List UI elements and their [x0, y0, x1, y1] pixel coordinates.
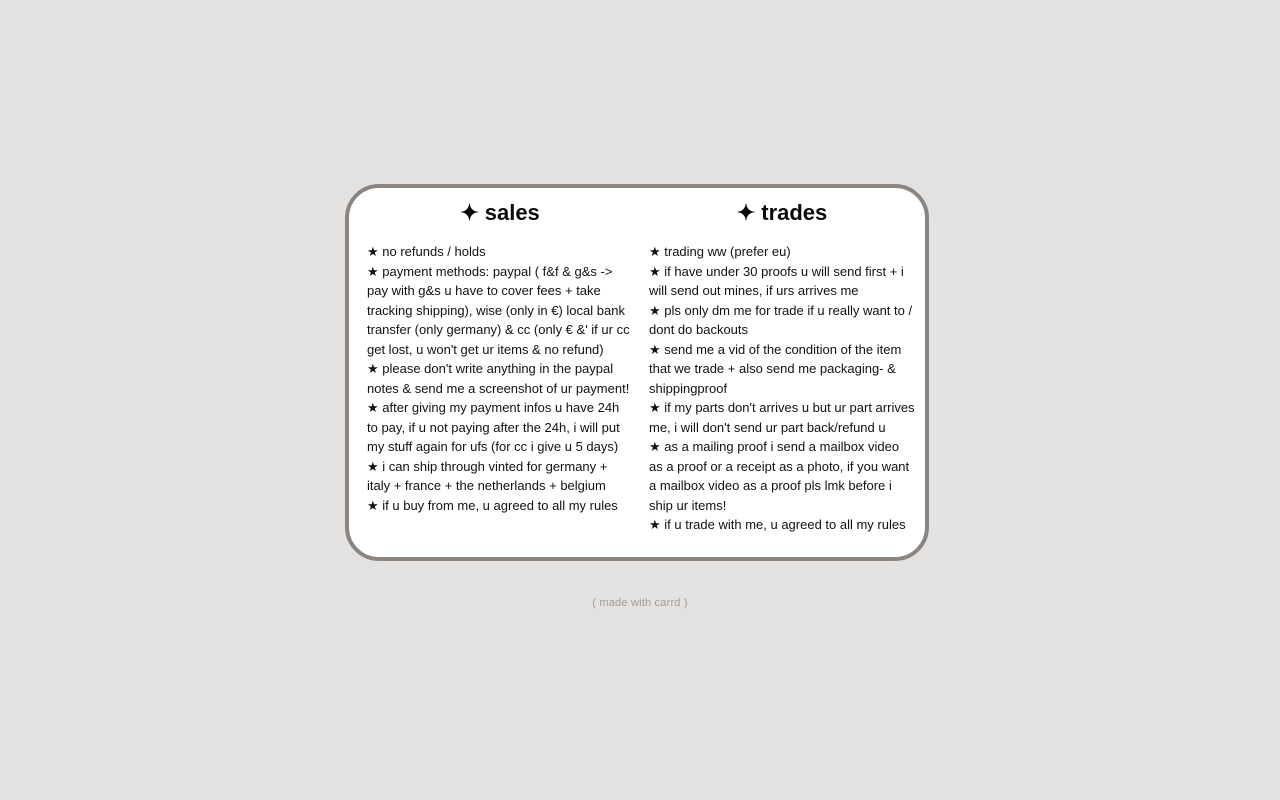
trades-column	[649, 188, 915, 535]
sales-rules-list	[367, 234, 633, 515]
sales-heading: ✦ sales	[460, 200, 540, 225]
trades-rule: ★ trading ww (prefer eu)	[649, 244, 791, 259]
trades-rule: ★ if have under 30 proofs u will send first + i will send out mines, if urs arrives me	[649, 263, 904, 298]
trades-rule: ★ pls only dm me for trade if u really want to / dont do backouts	[649, 302, 913, 337]
trades-rule: ★ if my parts don't arrives u but ur part arrives me, i will don't send ur part back/refund u	[649, 400, 915, 435]
trades-rule: ★ if u trade with me, u agreed to all my rules	[649, 517, 906, 532]
sales-rule: ★ payment methods: paypal ( f&f & g&s -> pay with g&s u have to cover fees + take tracking shipping), wise (only in €) local bank transfer (only germany) & cc (only € &' if ur cc get lost, u won't get ur items & no refund)	[367, 263, 630, 357]
trades-rule: ★ as a mailing proof i send a mailbox video as a proof or a receipt as a photo, if you want a mailbox video as a proof pls lmk before i ship ur items!	[649, 439, 910, 513]
sales-rule: ★ after giving my payment infos u have 24h to pay, if u not paying after the 24h, i will put my stuff again for ufs (for cc i give u 5 days)	[367, 400, 620, 454]
sales-column	[367, 188, 633, 515]
sales-rule: ★ i can ship through vinted for germany + italy + france + the netherlands + belgium	[367, 458, 608, 493]
made-with-carrd-link[interactable]: ( made with carrd )	[592, 597, 688, 609]
sales-rule: ★ no refunds / holds	[367, 244, 486, 259]
trades-rule: ★ send me a vid of the condition of the item that we trade + also send me packaging- & shippingproof	[649, 341, 902, 396]
rules-card	[345, 184, 929, 561]
sales-rule: ★ please don't write anything in the paypal notes & send me a screenshot of ur payment!	[367, 361, 630, 396]
trades-rules-list	[649, 234, 915, 535]
sales-rule: ★ if u buy from me, u agreed to all my rules	[367, 497, 618, 513]
trades-heading: ✦ trades	[736, 200, 828, 225]
